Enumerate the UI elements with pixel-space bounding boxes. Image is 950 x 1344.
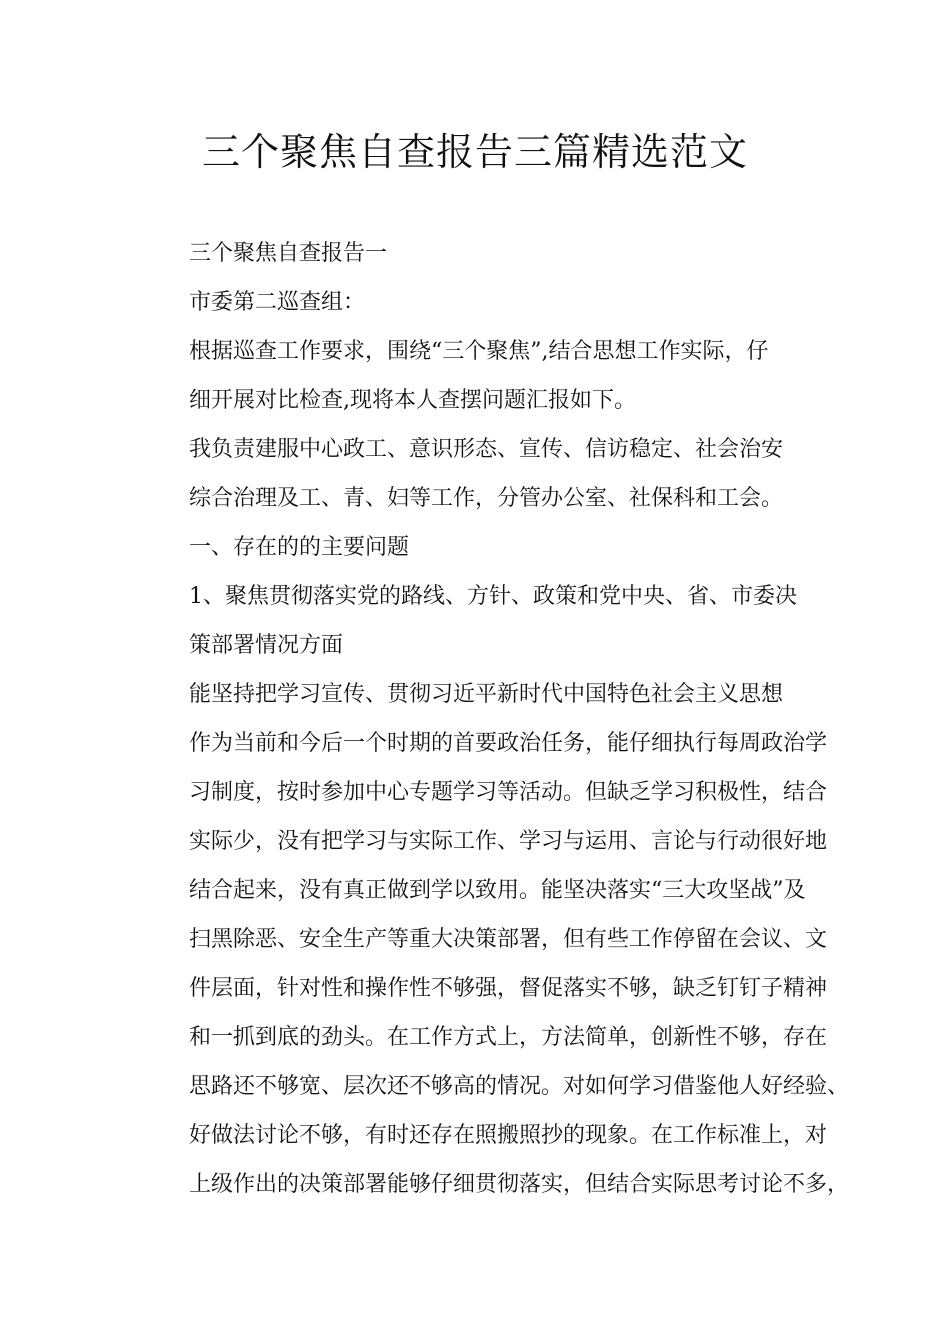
- text-line: 策部署情况方面: [189, 633, 344, 658]
- text-line: 上级作出的决策部署能够仔细贯彻落实，但结合实际思考讨论不多，: [189, 1172, 850, 1197]
- document-body: [145, 229, 850, 1209]
- section-heading: [145, 523, 810, 572]
- paragraph-findings: [145, 670, 850, 1209]
- text-line: 件层面，针对性和操作性不够强，督促落实不够，缺乏钉钉子精神: [189, 976, 828, 1001]
- paragraph-addressee: [145, 278, 810, 327]
- text-line: 作为当前和今后一个时期的首要政治任务，能仔细执行每周政治学: [189, 731, 828, 756]
- text-line: 结合起来，没有真正做到学以致用。能坚决落实“三大攻坚战”及: [189, 878, 806, 903]
- paragraph-report-heading: [145, 229, 810, 278]
- text-line: 和一抓到底的劲头。在工作方式上，方法简单，创新性不够，存在: [189, 1025, 828, 1050]
- text-line: 三个聚焦自查报告一: [189, 241, 388, 266]
- text-line: 思路还不够宽、层次还不够高的情况。对如何学习借鉴他人好经验、: [189, 1074, 850, 1099]
- text-line: 实际少，没有把学习与实际工作、学习与运用、言论与行动很好地: [189, 829, 828, 854]
- text-line: 好做法讨论不够，有时还存在照搬照抄的现象。在工作标准上，对: [189, 1123, 828, 1148]
- document-title: 三个聚焦自查报告三篇精选范文: [201, 130, 748, 174]
- text-line: 习制度，按时参加中心专题学习等活动。但缺乏学习积极性，结合: [189, 780, 828, 805]
- paragraph-responsibilities: [145, 425, 810, 523]
- text-line: 细开展对比检查,现将本人查摆问题汇报如下。: [189, 388, 636, 413]
- text-line: 根据巡查工作要求，围绕“三个聚焦”,结合思想工作实际，仔: [189, 339, 769, 364]
- text-line: 扫黑除恶、安全生产等重大决策部署，但有些工作停留在会议、文: [189, 927, 828, 952]
- text-line: 一、存在的的主要问题: [189, 535, 410, 560]
- text-line: 1、聚焦贯彻落实党的路线、方针、政策和党中央、省、市委决: [189, 584, 797, 609]
- subsection-heading: [145, 572, 810, 670]
- text-line: 综合治理及工、青、妇等工作，分管办公室、社保科和工会。: [189, 486, 784, 511]
- text-line: 能坚持把学习宣传、贯彻习近平新时代中国特色社会主义思想: [189, 682, 784, 707]
- text-line: 我负责建服中心政工、意识形态、宣传、信访稳定、社会治安: [189, 437, 784, 462]
- text-line: 市委第二巡查组：: [189, 290, 366, 315]
- paragraph-intro: [145, 327, 810, 425]
